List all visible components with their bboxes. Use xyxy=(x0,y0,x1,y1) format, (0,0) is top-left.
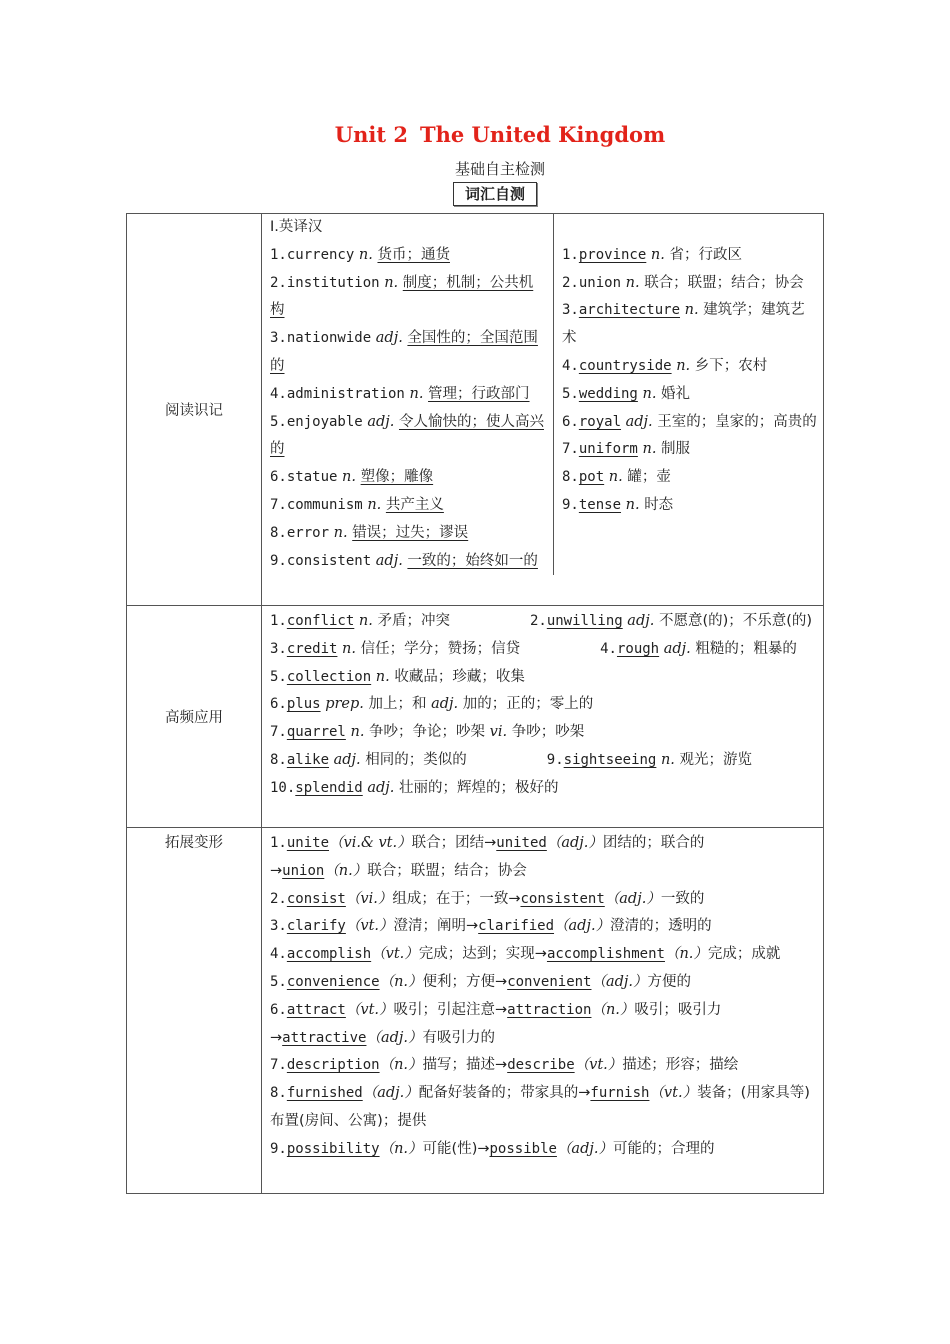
item-meaning: 令人愉快的；使人高兴的 xyxy=(270,413,544,458)
item-meaning: 全国性的；全国范围的 xyxy=(270,330,538,374)
item-word: convenience xyxy=(286,973,380,990)
list-item xyxy=(270,664,817,692)
item-word: quarrel xyxy=(286,724,346,741)
item-meaning: 婚礼 xyxy=(661,385,691,402)
list-item xyxy=(270,381,547,409)
list-item xyxy=(270,913,817,941)
item-word: statue xyxy=(286,469,338,486)
list-item xyxy=(270,830,817,886)
part-of-speech: （vi.） xyxy=(345,890,393,907)
item-meaning: 配备好装备的；带家具的→ xyxy=(418,1085,591,1102)
part-of-speech: adj. xyxy=(375,330,403,347)
derived-word: consistent xyxy=(520,890,605,907)
item-number: 6. xyxy=(270,1001,287,1018)
item-word: credit xyxy=(286,640,338,657)
item-meaning: 澄清的；透明的 xyxy=(610,918,712,935)
item-word: architecture xyxy=(578,302,681,319)
item-number: 5. xyxy=(270,668,287,685)
unit-number: Unit 2 xyxy=(334,122,408,147)
list-item xyxy=(562,242,817,270)
category-cell: 高频应用 xyxy=(127,606,262,828)
item-meaning: 完成；达到；实现→ xyxy=(418,946,547,963)
part-of-speech: n. xyxy=(650,246,665,263)
item-number: 5. xyxy=(562,385,579,402)
item-number: 9. xyxy=(270,552,287,569)
item-number: 7. xyxy=(270,496,287,513)
item-word: royal xyxy=(578,413,622,430)
item-meaning: 货币；通货 xyxy=(377,246,450,263)
item-meaning: 联合；联盟；结合；协会 xyxy=(367,862,527,879)
item-word: error xyxy=(286,524,330,541)
part-of-speech: adj. xyxy=(367,413,395,430)
list-item xyxy=(270,775,817,803)
table-row xyxy=(127,214,824,606)
item-word: plus xyxy=(286,696,321,713)
item-word: currency xyxy=(286,246,355,263)
item-word: conflict xyxy=(286,613,355,629)
item-word: consist xyxy=(286,890,346,907)
item-meaning: 省；行政区 xyxy=(669,246,742,263)
list-item xyxy=(270,242,547,270)
item-meaning: 制服 xyxy=(661,441,691,458)
page-title xyxy=(0,122,950,147)
item-meaning: 制度；机制；公共机构 xyxy=(270,274,534,319)
item-meaning: 吸引；吸引力 xyxy=(634,1001,722,1018)
item-meaning: 时态 xyxy=(644,496,674,513)
content-cell xyxy=(262,828,824,1194)
item-number: 1. xyxy=(270,613,287,629)
item-number: 9. xyxy=(562,496,579,513)
list-item xyxy=(270,747,817,775)
item-number: 6. xyxy=(270,469,287,486)
item-word: attract xyxy=(286,1001,346,1018)
item-number: 1. xyxy=(270,246,287,263)
part-of-speech: adj. xyxy=(333,751,361,768)
arrow: → xyxy=(270,862,283,879)
table-row xyxy=(127,828,824,1194)
item-number: 10. xyxy=(270,779,296,796)
list-item xyxy=(270,886,817,914)
item-word: clarify xyxy=(286,918,346,935)
derived-word: convenient xyxy=(507,973,592,990)
part-of-speech: （adj.） xyxy=(366,1029,423,1046)
part-of-speech: （n.） xyxy=(591,1001,635,1018)
vocab-table xyxy=(126,213,824,1194)
derived-word: describe xyxy=(507,1057,575,1074)
item-number: 1. xyxy=(562,246,579,263)
item-word: accomplish xyxy=(286,946,372,963)
section-box: 词汇自测 xyxy=(453,182,537,206)
item-meaning: 不愿意(的)；不乐意(的) xyxy=(658,613,813,629)
part-of-speech: （n.） xyxy=(324,862,368,879)
arrow: → xyxy=(270,1029,283,1046)
list-item xyxy=(270,1052,817,1080)
list-item xyxy=(270,548,547,576)
part-of-speech: n. xyxy=(367,496,382,513)
item-number: 8. xyxy=(270,1085,287,1102)
item-number: 4. xyxy=(270,946,287,963)
list-item xyxy=(270,719,817,747)
item-number: 5. xyxy=(270,973,287,990)
content-cell xyxy=(262,214,824,606)
part-of-speech: n. xyxy=(608,469,623,486)
item-meaning: 吸引；引起注意→ xyxy=(393,1001,508,1018)
derived-word: attractive xyxy=(282,1029,367,1046)
item-number: 9. xyxy=(546,751,564,768)
item-number: 8. xyxy=(270,751,287,768)
part-of-speech: （adj.） xyxy=(546,835,603,851)
item-number: 7. xyxy=(270,724,287,741)
list-item xyxy=(270,941,817,969)
item-word: nationwide xyxy=(286,330,372,347)
item-word: institution xyxy=(286,274,380,291)
item-meaning: 可能的；合理的 xyxy=(612,1140,715,1157)
part-of-speech: n. xyxy=(625,496,640,513)
item-number: 2. xyxy=(562,274,579,291)
item-meaning: 观光；游览 xyxy=(679,751,753,768)
item-number: 6. xyxy=(562,413,579,430)
item-number: 1. xyxy=(270,835,287,851)
item-number: 5. xyxy=(270,413,287,430)
extend-list xyxy=(262,828,823,1164)
part-of-speech: （adj.） xyxy=(591,973,648,990)
part-of-speech: prep. xyxy=(325,696,364,713)
part-of-speech: vi. xyxy=(489,724,508,741)
part-of-speech: n. xyxy=(676,357,691,374)
list-item xyxy=(270,997,817,1053)
list-item xyxy=(270,270,547,326)
section-heading: Ⅰ.英译汉 xyxy=(270,219,323,235)
part-of-speech: n. xyxy=(384,274,399,291)
part-of-speech: adj. xyxy=(431,696,459,713)
item-number: 7. xyxy=(270,1057,287,1074)
item-word: unite xyxy=(286,835,330,851)
content-cell xyxy=(262,606,824,828)
item-word: communism xyxy=(286,496,363,513)
item-number: 2. xyxy=(270,274,287,291)
item-meaning: 王室的；皇家的；高贵的 xyxy=(657,413,817,430)
part-of-speech: adj. xyxy=(663,640,691,657)
item-meaning: 有吸引力的 xyxy=(422,1029,495,1046)
item-meaning: 建筑学；建筑艺术 xyxy=(562,302,805,347)
item-number: 8. xyxy=(270,524,287,541)
item-meaning: 相同的；类似的 xyxy=(365,751,467,768)
derived-word: united xyxy=(496,835,547,851)
item-word: administration xyxy=(286,385,405,402)
part-of-speech: n. xyxy=(342,640,356,657)
derived-word: attraction xyxy=(507,1001,592,1018)
list-item xyxy=(562,464,817,492)
item-word: collection xyxy=(286,668,372,685)
item-meaning: 一致的；始终如一的 xyxy=(407,552,538,569)
part-of-speech: adj. xyxy=(625,413,653,430)
item-meaning: 描写；描述→ xyxy=(422,1057,508,1074)
item-meaning: 争吵；吵架 xyxy=(511,724,585,741)
table-row xyxy=(127,606,824,828)
item-meaning: 团结的；联合的 xyxy=(602,835,705,851)
part-of-speech: （vt.） xyxy=(345,1001,394,1018)
item-meaning: 描述；形容；描绘 xyxy=(622,1057,739,1074)
item-word: tense xyxy=(578,496,622,513)
list-item xyxy=(270,520,547,548)
list-item xyxy=(562,381,817,409)
item-meaning: 可能(性)→ xyxy=(422,1140,490,1157)
item-meaning: 信任；学分；赞扬；信贷 xyxy=(360,640,521,657)
part-of-speech: n. xyxy=(625,274,640,291)
item-meaning: 共产主义 xyxy=(385,496,444,513)
item-meaning: 塑像；雕像 xyxy=(360,469,434,486)
item-word: unwilling xyxy=(546,613,623,629)
part-of-speech: n. xyxy=(350,724,365,741)
item-word: union xyxy=(578,274,622,291)
item-number: 4. xyxy=(600,640,617,657)
part-of-speech: n. xyxy=(375,668,390,685)
list-item xyxy=(270,1080,817,1136)
part-of-speech: （vt.） xyxy=(649,1085,698,1102)
item-meaning: 矛盾；冲突 xyxy=(377,613,450,629)
list-item xyxy=(562,297,817,353)
part-of-speech: n. xyxy=(642,441,657,458)
reading-left-column xyxy=(262,214,554,575)
item-meaning: 壮丽的；辉煌的；极好的 xyxy=(399,779,559,796)
list-item xyxy=(270,969,817,997)
item-word: sightseeing xyxy=(563,751,657,768)
item-meaning: 完成；成就 xyxy=(707,946,781,963)
derived-word: furnish xyxy=(590,1085,650,1102)
item-word: pot xyxy=(578,469,605,486)
frequent-list xyxy=(262,606,823,803)
list-item xyxy=(270,492,547,520)
item-number: 6. xyxy=(270,696,287,713)
item-meaning: 争吵；争论；吵架 xyxy=(369,724,486,741)
part-of-speech: n. xyxy=(342,469,356,486)
part-of-speech: （adj.） xyxy=(362,1085,419,1102)
part-of-speech: adj. xyxy=(375,552,403,569)
list-item xyxy=(270,608,817,636)
part-of-speech: （vi.& vt.） xyxy=(329,835,412,851)
item-word: splendid xyxy=(295,779,363,796)
part-of-speech: （vt.） xyxy=(574,1057,623,1074)
list-item xyxy=(270,464,547,492)
item-meaning: 加的；正的；零上的 xyxy=(462,696,594,713)
page-subtitle: 基础自主检测 xyxy=(454,160,545,178)
part-of-speech: （adj.） xyxy=(556,1140,613,1157)
list-item xyxy=(562,270,817,298)
item-word: possibility xyxy=(286,1140,380,1157)
item-number: 3. xyxy=(270,640,287,657)
derived-word: union xyxy=(282,862,325,879)
list-item xyxy=(270,409,547,465)
item-meaning: 组成；在于；一致→ xyxy=(392,890,521,907)
category-cell: 拓展变形 xyxy=(127,828,262,1194)
item-number: 3. xyxy=(270,330,287,347)
list-item xyxy=(562,409,817,437)
list-item xyxy=(562,436,817,464)
part-of-speech: n. xyxy=(409,385,424,402)
item-meaning: 管理；行政部门 xyxy=(428,385,530,402)
item-meaning: 联合；联盟；结合；协会 xyxy=(644,274,804,291)
part-of-speech: （adj.） xyxy=(554,918,611,935)
item-meaning: 方便的 xyxy=(647,973,692,990)
list-item xyxy=(270,1136,817,1164)
derived-word: possible xyxy=(489,1140,557,1157)
item-word: description xyxy=(286,1057,380,1074)
part-of-speech: n. xyxy=(684,302,699,319)
part-of-speech: n. xyxy=(642,385,657,402)
item-number: 3. xyxy=(562,302,579,319)
item-number: 9. xyxy=(270,1140,287,1157)
item-word: consistent xyxy=(286,552,372,569)
item-meaning: 联合；团结→ xyxy=(411,835,497,851)
part-of-speech: adj. xyxy=(627,613,655,629)
list-item xyxy=(270,325,547,381)
item-word: countryside xyxy=(578,357,672,374)
item-word: alike xyxy=(286,751,330,768)
item-number: 2. xyxy=(529,613,547,629)
item-number: 3. xyxy=(270,918,287,935)
part-of-speech: n. xyxy=(358,246,373,263)
part-of-speech: adj. xyxy=(367,779,395,796)
item-meaning: 加上；和 xyxy=(368,696,427,713)
item-meaning: 乡下；农村 xyxy=(694,357,768,374)
reading-right-column xyxy=(554,214,823,575)
part-of-speech: n. xyxy=(358,613,373,629)
item-word: furnished xyxy=(286,1085,363,1102)
item-meaning: 装备；(用家具等)布置(房间、公寓)；提供 xyxy=(270,1085,810,1129)
item-number: 4. xyxy=(270,385,287,402)
item-meaning: 粗糙的；粗暴的 xyxy=(695,640,797,657)
item-meaning: 收藏品；珍藏；收集 xyxy=(394,668,525,685)
derived-word: accomplishment xyxy=(546,946,665,963)
part-of-speech: （vt.） xyxy=(371,946,419,963)
part-of-speech: n. xyxy=(333,524,348,541)
item-meaning: 一致的 xyxy=(660,890,705,907)
derived-word: clarified xyxy=(478,918,555,935)
list-item xyxy=(562,492,817,520)
category-cell: 阅读识记 xyxy=(127,214,262,606)
part-of-speech: （n.） xyxy=(379,1057,423,1074)
part-of-speech: （vt.） xyxy=(345,918,394,935)
item-word: uniform xyxy=(578,441,638,458)
part-of-speech: （n.） xyxy=(379,973,423,990)
item-word: wedding xyxy=(578,385,638,402)
item-word: enjoyable xyxy=(286,413,363,430)
item-number: 4. xyxy=(562,357,579,374)
item-meaning: 便利；方便→ xyxy=(422,973,508,990)
item-number: 8. xyxy=(562,469,579,486)
item-word: province xyxy=(578,246,647,263)
unit-name: The United Kingdom xyxy=(419,122,666,147)
list-item xyxy=(562,353,817,381)
list-item xyxy=(270,691,817,719)
item-number: 7. xyxy=(562,441,579,458)
part-of-speech: （n.） xyxy=(379,1140,423,1157)
item-word: rough xyxy=(616,640,660,657)
item-meaning: 错误；过失；谬误 xyxy=(352,524,469,541)
item-meaning: 罐；壶 xyxy=(627,469,671,486)
part-of-speech: n. xyxy=(660,751,675,768)
part-of-speech: （n.） xyxy=(664,946,708,963)
item-number: 2. xyxy=(270,890,287,907)
list-item xyxy=(270,636,817,664)
part-of-speech: （adj.） xyxy=(604,890,661,907)
item-meaning: 澄清；阐明→ xyxy=(393,918,479,935)
